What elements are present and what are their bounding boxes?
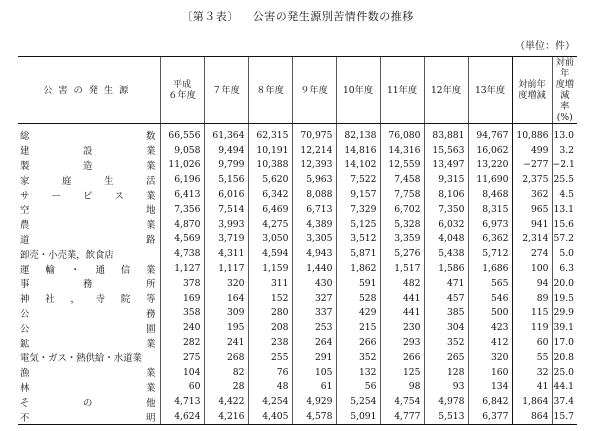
cell-value: 1,440 xyxy=(292,261,336,276)
table-caption: 公害の発生源別苦情件数の推移 xyxy=(252,10,414,23)
cell-value: 6,842 xyxy=(468,394,512,409)
header-year: 10年度 xyxy=(336,57,380,124)
row-source xyxy=(18,143,160,158)
cell-value: 14,316 xyxy=(380,143,424,158)
cell-value: 82 xyxy=(204,365,248,380)
cell-rate: −2.1 xyxy=(552,158,577,173)
cell-value: 5,125 xyxy=(336,217,380,232)
cell-value: 7,458 xyxy=(380,172,424,187)
table-row xyxy=(18,320,577,335)
header-year: ７年度 xyxy=(204,57,248,124)
cell-value: 152 xyxy=(248,291,292,306)
cell-value: 5,276 xyxy=(380,246,424,261)
cell-value: 500 xyxy=(468,306,512,321)
cell-value: 6,469 xyxy=(248,202,292,217)
cell-value: 429 xyxy=(336,306,380,321)
table-row xyxy=(18,158,577,173)
cell-rate: 6.3 xyxy=(552,261,577,276)
cell-value: 268 xyxy=(204,350,248,365)
cell-value: 15,563 xyxy=(424,143,468,158)
table-row xyxy=(18,261,577,276)
cell-value: 76,080 xyxy=(380,124,424,143)
cell-value: 385 xyxy=(424,306,468,321)
cell-value: 9,494 xyxy=(204,143,248,158)
cell-value: 160 xyxy=(468,365,512,380)
cell-rate: 25.5 xyxy=(552,172,577,187)
table-row xyxy=(18,172,577,187)
cell-value: 12,214 xyxy=(292,143,336,158)
row-source-label: 運 輸 ・ 通 信 業 xyxy=(20,264,156,276)
cell-value: 164 xyxy=(204,291,248,306)
table-row xyxy=(18,232,577,247)
cell-value: 5,963 xyxy=(292,172,336,187)
row-source-label: 不 明 xyxy=(20,412,156,424)
cell-rate: 44.1 xyxy=(552,380,577,395)
cell-value: 5,513 xyxy=(424,409,468,424)
cell-value: 9,058 xyxy=(160,143,204,158)
cell-value: 6,413 xyxy=(160,187,204,202)
cell-value: 93 xyxy=(424,380,468,395)
row-source-label: 漁 業 xyxy=(20,368,156,380)
header-year: ８年度 xyxy=(248,57,292,124)
cell-value: 304 xyxy=(424,320,468,335)
row-source-label: 林 業 xyxy=(20,382,156,394)
cell-value: 230 xyxy=(380,320,424,335)
cell-value: 3,050 xyxy=(248,232,292,247)
cell-value: 12,559 xyxy=(380,158,424,173)
cell-rate: 20.8 xyxy=(552,350,577,365)
cell-value: 4,569 xyxy=(160,232,204,247)
cell-value: 4,594 xyxy=(248,246,292,261)
cell-value: 105 xyxy=(292,365,336,380)
cell-diff: 100 xyxy=(512,261,552,276)
cell-value: 1,127 xyxy=(160,261,204,276)
table-row xyxy=(18,380,577,395)
cell-value: 4,738 xyxy=(160,246,204,261)
row-source xyxy=(18,261,160,276)
cell-value: 7,350 xyxy=(424,202,468,217)
cell-value: 13,497 xyxy=(424,158,468,173)
cell-value: 266 xyxy=(336,335,380,350)
cell-value: 4,405 xyxy=(248,409,292,424)
row-source xyxy=(18,187,160,202)
cell-value: 441 xyxy=(380,291,424,306)
cell-value: 591 xyxy=(336,276,380,291)
header-year: 13年度 xyxy=(468,57,512,124)
cell-diff: −277 xyxy=(512,158,552,173)
cell-diff: 41 xyxy=(512,380,552,395)
cell-value: 3,993 xyxy=(204,217,248,232)
cell-value: 48 xyxy=(248,380,292,395)
unit-label: （単位：件） xyxy=(515,41,575,52)
cell-value: 7,758 xyxy=(380,187,424,202)
cell-value: 320 xyxy=(468,350,512,365)
cell-value: 528 xyxy=(336,291,380,306)
header-source: 公害の発生源 xyxy=(18,57,160,124)
row-source-label: そ の 他 xyxy=(20,397,156,409)
table-row xyxy=(18,335,577,350)
table-row xyxy=(18,143,577,158)
cell-value: 8,088 xyxy=(292,187,336,202)
cell-value: 4,754 xyxy=(380,394,424,409)
table-body xyxy=(18,124,577,425)
cell-value: 134 xyxy=(468,380,512,395)
cell-value: 255 xyxy=(248,350,292,365)
cell-value: 11,690 xyxy=(468,172,512,187)
table-row xyxy=(18,394,577,409)
cell-value: 280 xyxy=(248,306,292,321)
cell-value: 253 xyxy=(292,320,336,335)
row-source xyxy=(18,380,160,395)
cell-value: 83,881 xyxy=(424,124,468,143)
row-source-label: 電気・ガス・熱供給・水道業 xyxy=(20,353,142,365)
table-row xyxy=(18,202,577,217)
cell-diff: 1,864 xyxy=(512,394,552,409)
cell-value: 7,514 xyxy=(204,202,248,217)
cell-value: 1,862 xyxy=(336,261,380,276)
row-source-label: 鉱 業 xyxy=(20,338,156,350)
cell-value: 1,586 xyxy=(424,261,468,276)
cell-value: 238 xyxy=(248,335,292,350)
cell-value: 4,870 xyxy=(160,217,204,232)
table-row xyxy=(18,306,577,321)
cell-value: 6,342 xyxy=(248,187,292,202)
cell-value: 104 xyxy=(160,365,204,380)
cell-value: 195 xyxy=(204,320,248,335)
cell-value: 4,216 xyxy=(204,409,248,424)
cell-rate: 19.5 xyxy=(552,291,577,306)
header-year: 11年度 xyxy=(380,57,424,124)
cell-rate: 4.5 xyxy=(552,187,577,202)
cell-diff: 2,314 xyxy=(512,232,552,247)
cell-value: 3,359 xyxy=(380,232,424,247)
cell-value: 4,275 xyxy=(248,217,292,232)
cell-value: 546 xyxy=(468,291,512,306)
cell-value: 1,686 xyxy=(468,261,512,276)
cell-value: 266 xyxy=(380,350,424,365)
cell-value: 215 xyxy=(336,320,380,335)
row-source-label: 空 地 xyxy=(20,205,156,217)
row-source-label: 神 社 ， 寺 院 等 xyxy=(20,294,156,306)
cell-value: 4,311 xyxy=(204,246,248,261)
cell-value: 16,062 xyxy=(468,143,512,158)
cell-value: 565 xyxy=(468,276,512,291)
cell-diff: 941 xyxy=(512,217,552,232)
cell-diff: 60 xyxy=(512,335,552,350)
row-source-label: 建 設 業 xyxy=(20,146,156,158)
cell-value: 66,556 xyxy=(160,124,204,143)
table-row xyxy=(18,124,577,143)
cell-value: 6,702 xyxy=(380,202,424,217)
cell-value: 311 xyxy=(248,276,292,291)
cell-rate: 37.4 xyxy=(552,394,577,409)
cell-value: 98 xyxy=(380,380,424,395)
table-row xyxy=(18,217,577,232)
cell-diff: 965 xyxy=(512,202,552,217)
cell-value: 291 xyxy=(292,350,336,365)
cell-diff: 274 xyxy=(512,246,552,261)
cell-value: 358 xyxy=(160,306,204,321)
cell-value: 10,191 xyxy=(248,143,292,158)
cell-value: 125 xyxy=(380,365,424,380)
cell-value: 56 xyxy=(336,380,380,395)
cell-value: 4,422 xyxy=(204,394,248,409)
row-source-label: サ ー ビ ス 業 xyxy=(20,190,156,202)
cell-value: 7,522 xyxy=(336,172,380,187)
cell-value: 3,719 xyxy=(204,232,248,247)
cell-value: 14,102 xyxy=(336,158,380,173)
cell-diff: 499 xyxy=(512,143,552,158)
cell-value: 4,929 xyxy=(292,394,336,409)
cell-value: 352 xyxy=(424,335,468,350)
cell-value: 6,016 xyxy=(204,187,248,202)
row-source xyxy=(18,217,160,232)
cell-value: 5,871 xyxy=(336,246,380,261)
row-source xyxy=(18,202,160,217)
cell-value: 6,973 xyxy=(468,217,512,232)
cell-rate: 17.0 xyxy=(552,335,577,350)
cell-value: 28 xyxy=(204,380,248,395)
header-row xyxy=(18,57,577,124)
cell-value: 5,328 xyxy=(380,217,424,232)
cell-rate: 5.0 xyxy=(552,246,577,261)
cell-value: 6,713 xyxy=(292,202,336,217)
cell-value: 6,362 xyxy=(468,232,512,247)
cell-value: 7,329 xyxy=(336,202,380,217)
cell-value: 337 xyxy=(292,306,336,321)
row-source xyxy=(18,291,160,306)
table-row xyxy=(18,350,577,365)
cell-rate: 3.2 xyxy=(552,143,577,158)
table-row xyxy=(18,409,577,424)
cell-value: 4,943 xyxy=(292,246,336,261)
row-source xyxy=(18,350,160,365)
cell-value: 9,157 xyxy=(336,187,380,202)
cell-value: 4,978 xyxy=(424,394,468,409)
cell-value: 4,713 xyxy=(160,394,204,409)
cell-diff: 119 xyxy=(512,320,552,335)
header-rate: 対前年 度増減 率(%) xyxy=(552,57,577,124)
cell-value: 441 xyxy=(380,306,424,321)
row-source xyxy=(18,232,160,247)
row-source xyxy=(18,124,160,143)
cell-value: 264 xyxy=(292,335,336,350)
cell-value: 265 xyxy=(424,350,468,365)
complaints-table xyxy=(18,56,577,425)
table-row xyxy=(18,291,577,306)
cell-diff: 94 xyxy=(512,276,552,291)
cell-value: 282 xyxy=(160,335,204,350)
cell-value: 1,117 xyxy=(204,261,248,276)
cell-value: 293 xyxy=(380,335,424,350)
cell-value: 9,799 xyxy=(204,158,248,173)
cell-value: 5,712 xyxy=(468,246,512,261)
row-source xyxy=(18,246,160,261)
cell-value: 5,438 xyxy=(424,246,468,261)
cell-value: 12,393 xyxy=(292,158,336,173)
cell-value: 240 xyxy=(160,320,204,335)
cell-value: 430 xyxy=(292,276,336,291)
cell-value: 70,975 xyxy=(292,124,336,143)
cell-rate: 13.1 xyxy=(552,202,577,217)
cell-value: 4,048 xyxy=(424,232,468,247)
table-number: 〔第３表〕 xyxy=(181,10,239,23)
cell-value: 94,767 xyxy=(468,124,512,143)
row-source-label: 事 務 所 xyxy=(20,279,156,291)
cell-diff: 10,886 xyxy=(512,124,552,143)
cell-diff: 32 xyxy=(512,365,552,380)
row-source xyxy=(18,320,160,335)
cell-value: 7,356 xyxy=(160,202,204,217)
cell-value: 10,388 xyxy=(248,158,292,173)
cell-value: 132 xyxy=(336,365,380,380)
cell-value: 352 xyxy=(336,350,380,365)
row-source-label: 公 務 xyxy=(20,308,156,320)
cell-value: 320 xyxy=(204,276,248,291)
cell-value: 14,816 xyxy=(336,143,380,158)
cell-value: 4,777 xyxy=(380,409,424,424)
row-source xyxy=(18,276,160,291)
cell-value: 6,196 xyxy=(160,172,204,187)
cell-value: 9,315 xyxy=(424,172,468,187)
cell-diff: 2,375 xyxy=(512,172,552,187)
cell-value: 5,091 xyxy=(336,409,380,424)
cell-value: 82,138 xyxy=(336,124,380,143)
table-row xyxy=(18,365,577,380)
cell-value: 457 xyxy=(424,291,468,306)
cell-value: 4,254 xyxy=(248,394,292,409)
cell-diff: 362 xyxy=(512,187,552,202)
table-row xyxy=(18,276,577,291)
cell-diff: 89 xyxy=(512,291,552,306)
cell-diff: 864 xyxy=(512,409,552,424)
row-source xyxy=(18,335,160,350)
cell-value: 275 xyxy=(160,350,204,365)
cell-value: 5,156 xyxy=(204,172,248,187)
cell-value: 3,305 xyxy=(292,232,336,247)
cell-value: 8,468 xyxy=(468,187,512,202)
table-title xyxy=(0,8,595,24)
cell-value: 309 xyxy=(204,306,248,321)
cell-value: 4,389 xyxy=(292,217,336,232)
cell-value: 6,032 xyxy=(424,217,468,232)
cell-rate: 15.6 xyxy=(552,217,577,232)
cell-value: 378 xyxy=(160,276,204,291)
cell-rate: 20.0 xyxy=(552,276,577,291)
cell-value: 8,106 xyxy=(424,187,468,202)
header-year: ９年度 xyxy=(292,57,336,124)
row-source xyxy=(18,365,160,380)
cell-value: 412 xyxy=(468,335,512,350)
row-source xyxy=(18,172,160,187)
cell-rate: 29.9 xyxy=(552,306,577,321)
cell-value: 61,364 xyxy=(204,124,248,143)
cell-value: 423 xyxy=(468,320,512,335)
cell-rate: 25.0 xyxy=(552,365,577,380)
cell-value: 208 xyxy=(248,320,292,335)
row-source-label: 卸売・小売業，飲食店 xyxy=(20,249,114,261)
header-year: 平成 ６年度 xyxy=(160,57,204,124)
cell-value: 482 xyxy=(380,276,424,291)
cell-value: 471 xyxy=(424,276,468,291)
cell-rate: 13.0 xyxy=(552,124,577,143)
cell-value: 128 xyxy=(424,365,468,380)
row-source-label: 製 造 業 xyxy=(20,160,156,172)
row-source-label: 公 園 xyxy=(20,323,156,335)
row-source xyxy=(18,158,160,173)
header-year: 12年度 xyxy=(424,57,468,124)
cell-diff: 115 xyxy=(512,306,552,321)
cell-rate: 15.7 xyxy=(552,409,577,424)
cell-value: 5,254 xyxy=(336,394,380,409)
cell-diff: 55 xyxy=(512,350,552,365)
row-source xyxy=(18,306,160,321)
row-source xyxy=(18,394,160,409)
cell-value: 13,220 xyxy=(468,158,512,173)
cell-value: 1,517 xyxy=(380,261,424,276)
cell-value: 4,578 xyxy=(292,409,336,424)
cell-value: 1,159 xyxy=(248,261,292,276)
cell-value: 4,624 xyxy=(160,409,204,424)
cell-value: 8,315 xyxy=(468,202,512,217)
cell-value: 3,512 xyxy=(336,232,380,247)
cell-value: 61 xyxy=(292,380,336,395)
row-source-label: 家 庭 生 活 xyxy=(20,175,156,187)
cell-value: 60 xyxy=(160,380,204,395)
cell-value: 62,315 xyxy=(248,124,292,143)
row-source-label: 総 数 xyxy=(20,131,156,143)
cell-value: 6,377 xyxy=(468,409,512,424)
cell-value: 11,026 xyxy=(160,158,204,173)
cell-value: 241 xyxy=(204,335,248,350)
table-row xyxy=(18,187,577,202)
table-row xyxy=(18,246,577,261)
row-source xyxy=(18,409,160,424)
cell-value: 169 xyxy=(160,291,204,306)
cell-value: 327 xyxy=(292,291,336,306)
header-diff: 対前年 度増減 xyxy=(512,57,552,124)
cell-rate: 39.1 xyxy=(552,320,577,335)
row-source-label: 道 路 xyxy=(20,234,156,246)
cell-value: 76 xyxy=(248,365,292,380)
cell-rate: 57.2 xyxy=(552,232,577,247)
row-source-label: 農 業 xyxy=(20,220,156,232)
cell-value: 5,620 xyxy=(248,172,292,187)
